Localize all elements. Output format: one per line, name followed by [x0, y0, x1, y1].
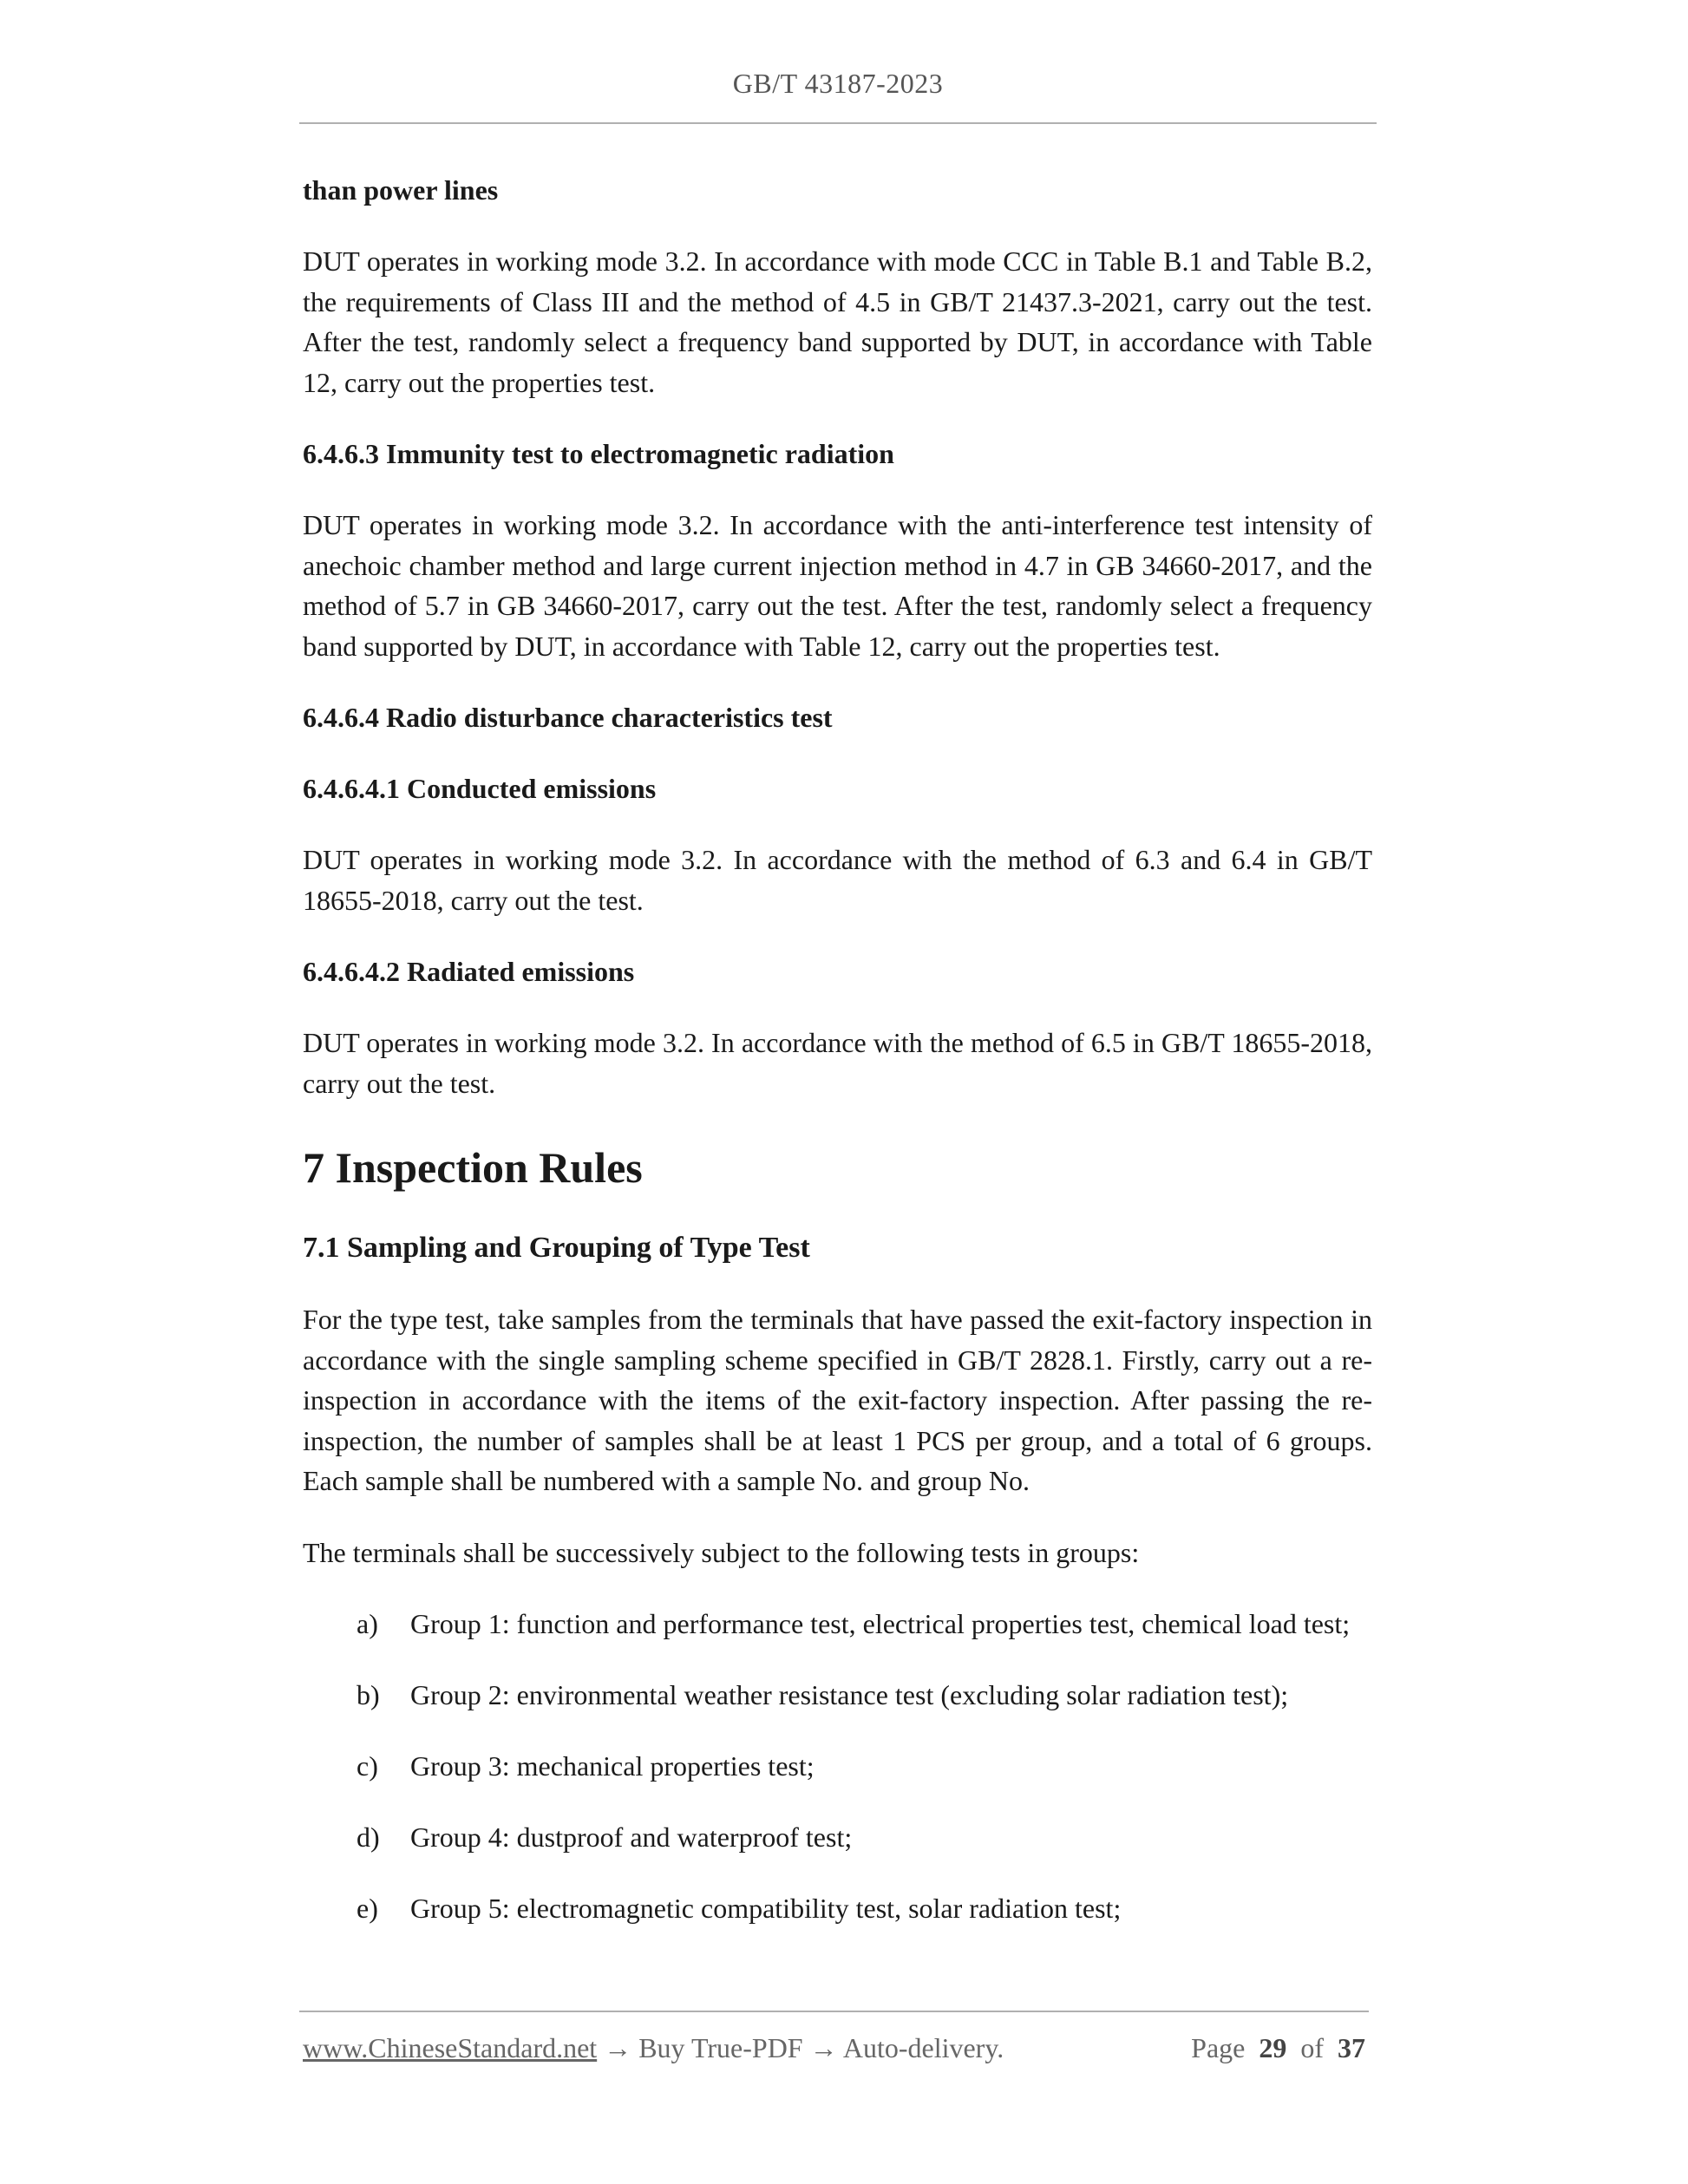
- page-counter: [1191, 2028, 1365, 2068]
- list-item: [303, 1817, 1372, 1857]
- continued-heading: than power lines: [303, 174, 499, 206]
- list-item-text: Group 4: dustproof and waterproof test;: [410, 1821, 853, 1853]
- list-item-text: Group 5: electromagnetic compatibility test, solar radiation test;: [410, 1893, 1122, 1924]
- paragraph-groups-intro: The terminals shall be successively subject to the following tests in groups:: [303, 1536, 1140, 1568]
- page-total: 37: [1338, 2032, 1365, 2063]
- page-number: 29: [1259, 2032, 1287, 2063]
- list-marker: d): [357, 1821, 380, 1853]
- list-item: [303, 1675, 1372, 1715]
- footer-divider: [299, 2011, 1369, 2012]
- page-footer: [303, 2028, 1365, 2068]
- heading-7: 7 Inspection Rules: [303, 1143, 643, 1192]
- page-header-standard-id: GB/T 43187-2023: [732, 68, 944, 99]
- heading-6-4-6-4-1: 6.4.6.4.1 Conducted emissions: [303, 773, 657, 804]
- test-groups-list: [303, 1604, 1372, 1928]
- paragraph-6463-body: DUT operates in working mode 3.2. In accordance with the anti-interference test intensity of anechoic chamber method and large current injection method in 4.7 in GB 34660-2017, and the method of 5.7 in GB 34660-2017, carry out the test. After the test, randomly select a frequency band supported by DUT, in accordance with Table 12, carry out the properties test.: [303, 509, 1372, 662]
- list-item-text: Group 2: environmental weather resistance test (excluding solar radiation test);: [410, 1679, 1289, 1710]
- heading-7-1: 7.1 Sampling and Grouping of Type Test: [303, 1232, 810, 1264]
- heading-6-4-6-4: 6.4.6.4 Radio disturbance characteristics test: [303, 702, 833, 733]
- paragraph-6462-body: DUT operates in working mode 3.2. In accordance with mode CCC in Table B.1 and Table B.2, the requirements of Class III and the method of 4.5 in GB/T 21437.3-2021, carry out the test. After the test, randomly select a frequency band supported by DUT, in accordance with Table 12, carry out the properties test.: [303, 245, 1372, 398]
- auto-delivery-text: Auto-delivery.: [842, 2032, 1004, 2063]
- list-item: [303, 1888, 1372, 1928]
- heading-6-4-6-3: 6.4.6.3 Immunity test to electromagnetic radiation: [303, 438, 894, 469]
- list-item-text: Group 1: function and performance test, electrical properties test, chemical load test;: [410, 1608, 1351, 1639]
- arrow-right-icon: →: [809, 2032, 838, 2063]
- list-marker: c): [357, 1750, 378, 1782]
- list-item: [303, 1746, 1372, 1786]
- paragraph-64641-body: DUT operates in working mode 3.2. In accordance with the method of 6.3 and 6.4 in GB/T 18655-2018, carry out the test.: [303, 844, 1372, 916]
- paragraph-71-body: For the type test, take samples from the terminals that have passed the exit-factory inspection in accordance with the single sampling scheme specified in GB/T 2828.1. Firstly, carry out a re-inspection in accordance with the items of the exit-factory inspection. After passing the re-inspection, the number of samples shall be at least 1 PCS per group, and a total of 6 groups. Each sample shall be numbered with a sample No. and group No.: [303, 1304, 1372, 1496]
- website-link[interactable]: www.ChineseStandard.net: [303, 2032, 598, 2063]
- paragraph-64642-body: DUT operates in working mode 3.2. In accordance with the method of 6.5 in GB/T 18655-2018, carry out the test.: [303, 1027, 1372, 1099]
- of-label: of: [1300, 2032, 1324, 2063]
- buy-true-pdf-text: Buy True-PDF: [638, 2032, 803, 2063]
- list-item-text: Group 3: mechanical properties test;: [410, 1750, 815, 1782]
- list-marker: e): [357, 1893, 378, 1924]
- list-marker: b): [357, 1679, 380, 1710]
- page-label: Page: [1191, 2032, 1246, 2063]
- arrow-right-icon: →: [604, 2032, 632, 2063]
- page-body: [303, 170, 1372, 1928]
- heading-6-4-6-4-2: 6.4.6.4.2 Radiated emissions: [303, 956, 635, 987]
- list-item: [303, 1604, 1372, 1644]
- header-divider: [299, 122, 1377, 124]
- list-marker: a): [357, 1608, 378, 1639]
